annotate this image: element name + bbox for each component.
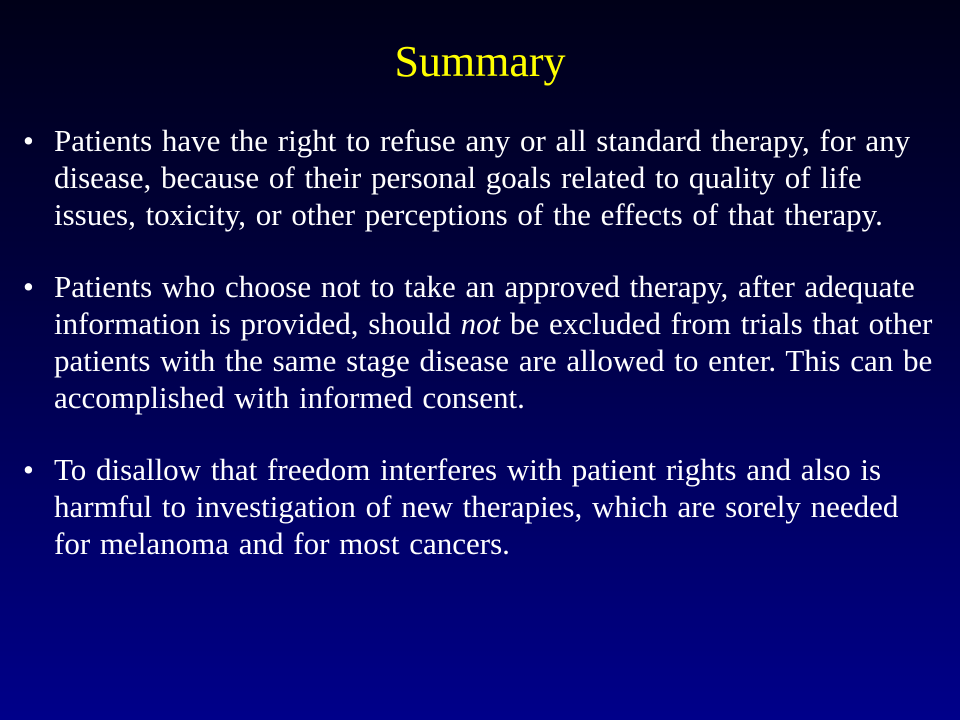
- bullet-list: [20, 122, 940, 597]
- bullet-dot-icon: •: [23, 269, 34, 304]
- bullet-item-trials: [20, 268, 940, 416]
- bullet-text: Patients have the right to refuse any or all standard therapy, for any disease, because of their personal goals related to quality of life issues, toxicity, or other perceptions of the effects of that therapy.: [54, 123, 911, 232]
- bullet-text-after: be excluded from trials that other patients with the same stage disease are allowed to enter. This can be accomplished with informed consent.: [54, 306, 933, 415]
- bullet-text-emphasis: not: [460, 306, 501, 341]
- bullet-text-before: Patients who choose not to take an approved therapy, after adequate information is provided, should: [54, 269, 915, 341]
- bullet-dot-icon: •: [23, 452, 34, 487]
- bullet-item-freedom: [20, 451, 940, 562]
- bullet-dot-icon: •: [23, 123, 34, 158]
- slide-title: Summary: [394, 37, 566, 86]
- bullet-text: To disallow that freedom interferes with patient rights and also is harmful to investigation of new therapies, which are sorely needed for melanoma and for most cancers.: [54, 452, 899, 561]
- bullet-item-rights: [20, 122, 940, 233]
